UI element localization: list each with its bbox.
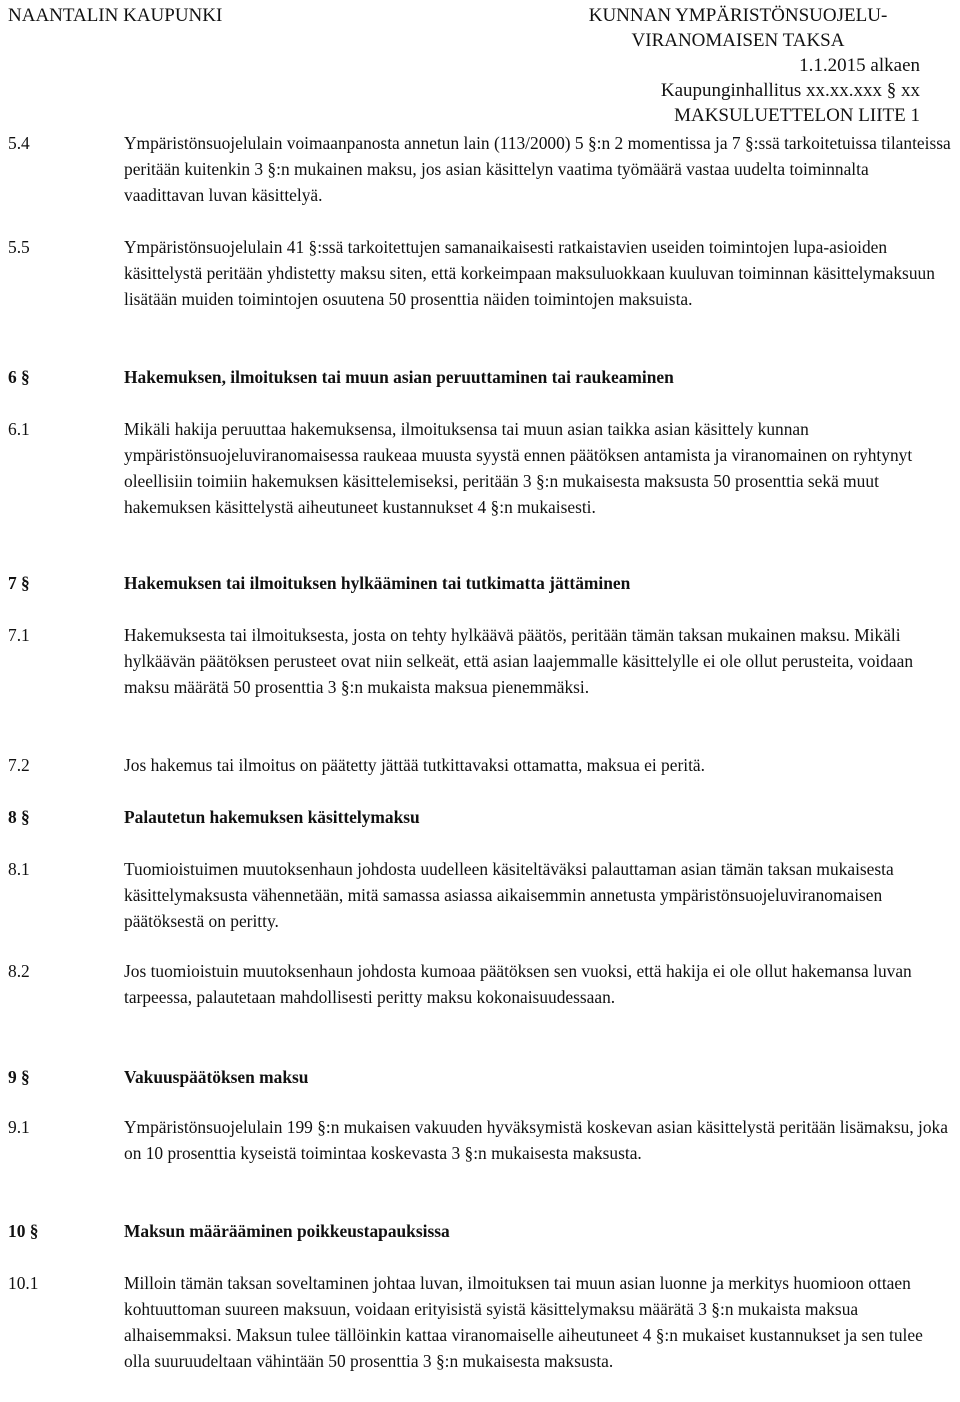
section-title: Hakemuksen, ilmoituksen tai muun asian peruuttaminen tai raukeaminen [124,367,674,387]
item-text: Ympäristönsuojelulain 41 §:ssä tarkoitettujen samanaikaisesti ratkaistavien useiden toimintojen lupa-asioiden käsittelystä peritään yhdistetty maksu siten, että korkeimpaan maksuluokkaan kuuluvan toiminnan käsittelymaksuun lisätään muiden toimintojen osuutena 50 prosenttia näiden toimintojen maksuista. [124,237,935,310]
section-number: 6 § [8,367,30,387]
header-municipality: NAANTALIN KAUPUNKI [8,5,223,26]
section-number: 8 § [8,807,30,827]
item-text: Jos tuomioistuin muutoksenhaun johdosta kumoaa päätöksen sen vuoksi, että hakija ei ole ollut hakemansa luvan tarpeessa, palautetaan mahdollisesti peritty maksu kokonaisuudessaan. [124,961,912,1008]
item-number: 5.4 [8,133,30,153]
section-title: Palautetun hakemuksen käsittelymaksu [124,807,420,827]
header-title-line-1: KUNNAN YMPÄRISTÖNSUOJELU- [588,5,888,26]
item-number: 7.2 [8,755,30,775]
header-document-info [568,3,948,128]
item-text: Milloin tämän taksan soveltaminen johtaa luvan, ilmoituksen tai muun asian luonne ja merkitys huomioon ottaen kohtuuttoman suureen maksuun, voidaan erityisistä syistä käsittelymaksu määrätä 3 §:n mukaista maksua alhaisemmaksi. Maksun tulee tällöinkin kattaa viranomaiselle aiheutuneet 4 §:n mukaiset kustannukset ja sen tulee olla suuruudeltaan vähintään 50 prosenttia 3 §:n mukaisesta maksusta. [124,1273,923,1372]
item-text: Jos hakemus tai ilmoitus on päätetty jättää tutkittavaksi ottamatta, maksua ei peritä. [124,755,705,775]
item-number: 8.2 [8,961,30,981]
item-text: Tuomioistuimen muutoksenhaun johdosta uudelleen käsiteltäväksi palauttaman asian tämän taksan mukaisesta käsittelymaksusta vähennetään, mitä samassa asiassa aikaisemmin annetusta ympäristönsuojeluviranomaisen päätöksestä on peritty. [124,859,894,932]
item-text: Ympäristönsuojelulain 199 §:n mukaisen vakuuden hyväksymistä koskevan asian käsittelystä peritään lisämaksu, joka on 10 prosenttia kyseistä toimintaa koskevasta 3 §:n mukaisesta maksusta. [124,1117,948,1164]
header-appendix: MAKSULUETTELON LIITE 1 [674,105,920,126]
section-number: 9 § [8,1067,30,1087]
header-title-line-2: VIRANOMAISEN TAKSA [631,30,845,51]
header-approval: Kaupunginhallitus xx.xx.xxx § xx [660,80,920,101]
item-number: 6.1 [8,419,30,439]
item-text: Mikäli hakija peruuttaa hakemuksensa, ilmoituksensa tai muun asian taikka asian käsittely kunnan ympäristönsuojeluviranomaisessa raukeaa muusta syystä ennen päätöksen antamista ja viranomainen on ryhtynyt oleellisiin toimiin hakemuksen käsittelemiseksi, peritään 3 §:n mukaisesta maksusta 50 prosenttia sekä muut hakemuksen käsittelystä aiheutuneet kustannukset 4 §:n mukaisesti. [124,419,913,518]
item-number: 9.1 [8,1117,30,1137]
item-number: 8.1 [8,859,30,879]
item-number: 10.1 [8,1273,39,1293]
section-title: Hakemuksen tai ilmoituksen hylkääminen tai tutkimatta jättäminen [124,573,631,593]
section-title: Vakuuspäätöksen maksu [124,1067,309,1087]
section-number: 10 § [8,1221,39,1241]
header-effective-date: 1.1.2015 alkaen [799,55,920,76]
item-text: Hakemuksesta tai ilmoituksesta, josta on tehty hylkäävä päätös, peritään tämän taksan mukainen maksu. Mikäli hylkäävän päätöksen perusteet ovat niin selkeät, että asian laajemmalle käsittelylle ei ole ollut perusteita, voidaan maksu määrätä 50 prosenttia 3 §:n mukaista maksua pienemmäksi. [124,625,914,698]
item-number: 7.1 [8,625,30,645]
item-number: 5.5 [8,237,30,257]
section-title: Maksun määrääminen poikkeustapauksissa [124,1221,450,1241]
item-text: Ympäristönsuojelulain voimaanpanosta annetun lain (113/2000) 5 §:n 2 momentissa ja 7 §:ssä tarkoitetuissa tilanteissa peritään kuitenkin 3 §:n mukainen maksu, jos asian käsittelyn vaatima työmäärä vastaa uudelta toiminnalta vaadittavan luvan käsittelyä. [124,133,951,206]
section-number: 7 § [8,573,30,593]
